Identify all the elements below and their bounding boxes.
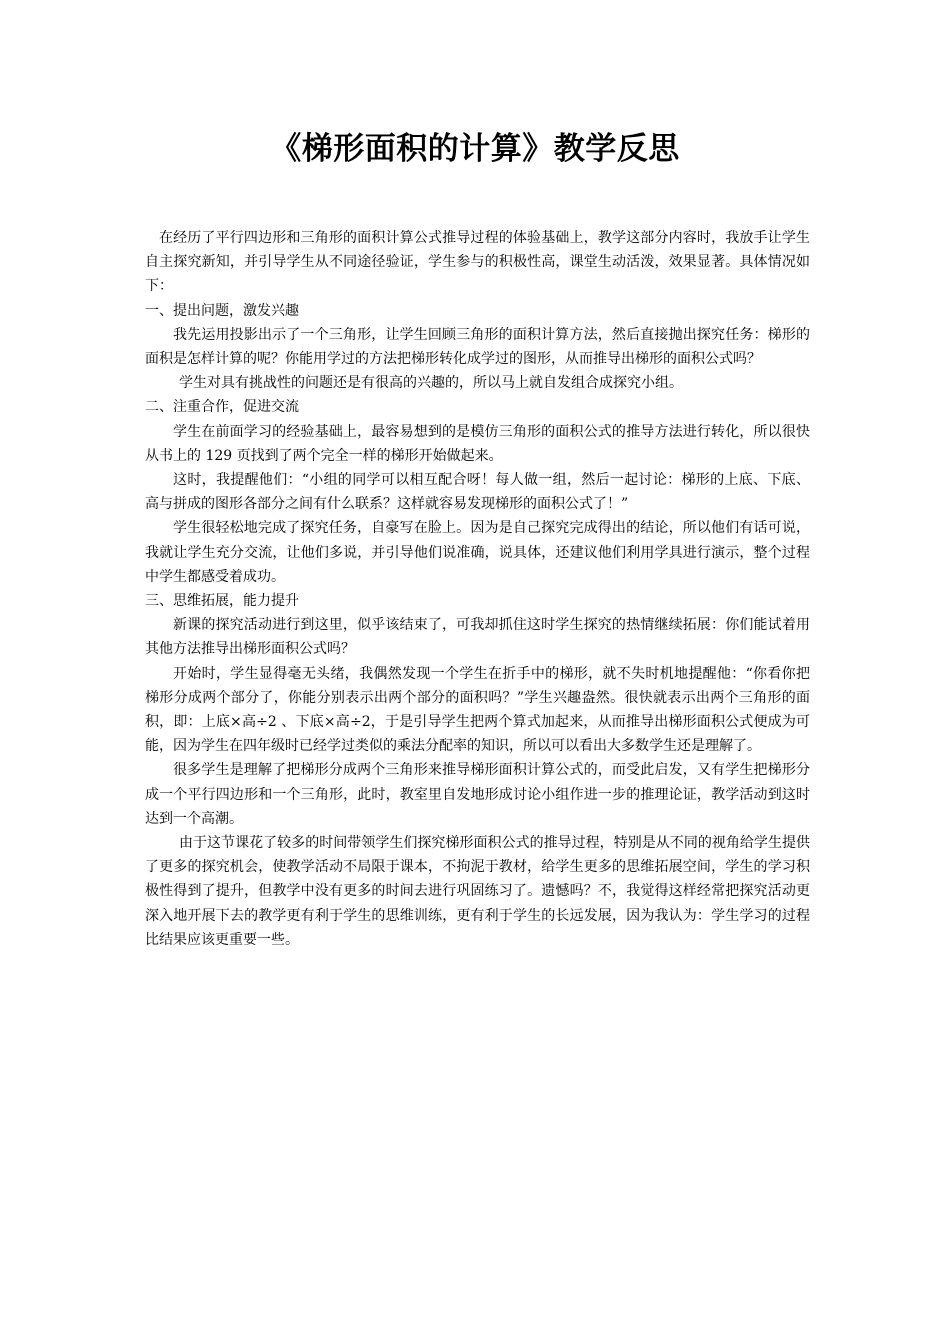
body-paragraph: 在经历了平行四边形和三角形的面积计算公式推导过程的体验基础上，教学这部分内容时，我放手让学生自主探究新知，并引导学生从不同途径验证，学生参与的积极性高，课堂生动活泼，效果显著。具体情况如下： bbox=[145, 230, 810, 295]
body-paragraph: 由于这节课花了较多的时间带领学生们探究梯形面积公式的推导过程，特别是从不同的视角给学生提供了更多的探究机会，使教学活动不局限于课本，不拘泥于教材，给学生更多的思维拓展空间，学生的学习积极性得到了提升，但教学中没有更多的时间去进行巩固练习了。遗憾吗？不，我觉得这样经常把探究活动更深入地开展下去的教学更有利于学生的思维训练，更有利于学生的长远发展，因为我认为：学生学习的过程比结果应该更重要一些。 bbox=[145, 835, 810, 948]
body-paragraph: 学生很轻松地完成了探究任务，自豪写在脸上。因为是自己探究完成得出的结论，所以他们有话可说，我就让学生充分交流，让他们多说，并引导他们说准确，说具体，还建议他们利用学具进行演示，整个过程中学生都感受着成功。 bbox=[145, 520, 810, 585]
body-paragraph: 这时，我提醒他们：“小组的同学可以相互配合呀！每人做一组，然后一起讨论：梯形的上底、下底、高与拼成的图形各部分之间有什么联系？这样就容易发现梯形的面积公式了！” bbox=[145, 472, 810, 513]
section-heading: 二、注重合作，促进交流 bbox=[145, 399, 299, 416]
body-paragraph: 我先运用投影出示了一个三角形，让学生回顾三角形的面积计算方法，然后直接抛出探究任务：梯形的面积是怎样计算的呢？你能用学过的方法把梯形转化成学过的图形，从而推导出梯形的面积公式吗？ bbox=[145, 326, 810, 368]
body-paragraph: 学生在前面学习的经验基础上，最容易想到的是模仿三角形的面积公式的推导方法进行转化，所以很快从书上的 129 页找到了两个完全一样的梯形开始做起来。 bbox=[145, 423, 810, 464]
page-title: 《梯形面积的计算》教学反思 bbox=[270, 131, 680, 167]
body-paragraph: 很多学生是理解了把梯形分成两个三角形来推导梯形面积计算公式的，而受此启发，又有学生把梯形分成一个平行四边形和一个三角形，此时，教室里自发地形成讨论小组作进一步的推理论证，教学活动到这时达到一个高潮。 bbox=[145, 762, 810, 827]
body-paragraph: 开始时，学生显得毫无头绪，我偶然发现一个学生在折手中的梯形，就不失时机地提醒他：“你看你把梯形分成两个部分了，你能分别表示出两个部分的面积吗？”学生兴趣盎然。很快就表示出两个三角形的面积，即：上底×高÷2 、下底×高÷2，于是引导学生把两个算式加起来，从而推导出梯形面积公式便成为可能，因为学生在四年级时已经学过类似的乘法分配率的知识，所以可以看出大多数学生还是理解了。 bbox=[145, 665, 810, 755]
body-paragraph: 新课的探究活动进行到这里，似乎该结束了，可我却抓住这时学生探究的热情继续拓展：你们能试着用其他方法推导出梯形面积公式吗？ bbox=[145, 617, 810, 658]
document-body bbox=[145, 226, 810, 952]
section-heading: 三、思维拓展，能力提升 bbox=[145, 593, 299, 610]
section-heading: 一、提出问题，激发兴趣 bbox=[145, 302, 299, 319]
body-paragraph: 学生对具有挑战性的问题还是有很高的兴趣的，所以马上就自发组合成探究小组。 bbox=[179, 375, 683, 392]
